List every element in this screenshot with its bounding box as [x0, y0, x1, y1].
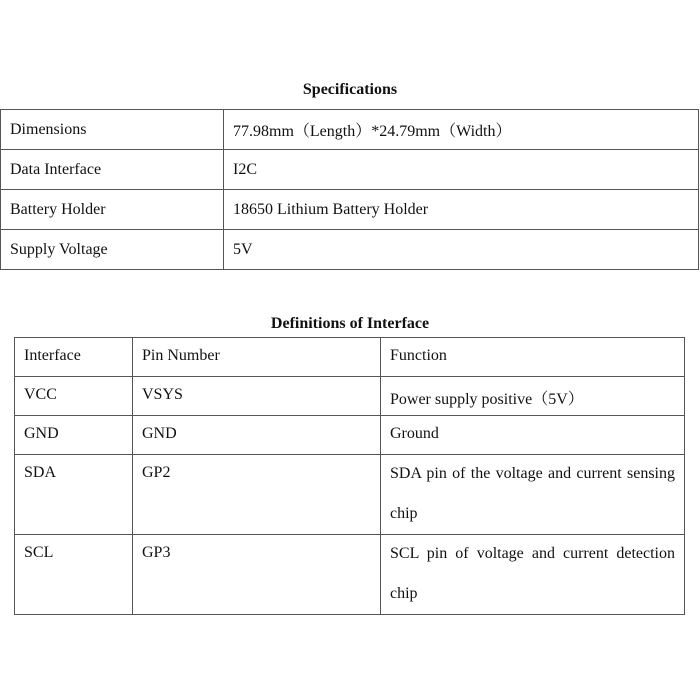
function-text: SCL pin of voltage and current detection chip — [390, 545, 675, 602]
header-function: Function — [381, 338, 685, 377]
spec-value: I2C — [224, 150, 699, 190]
interface-header-row — [15, 338, 685, 377]
spec-value: 18650 Lithium Battery Holder — [224, 190, 699, 230]
spec-label: Battery Holder — [1, 190, 224, 230]
pin-cell: GP3 — [133, 535, 381, 615]
spec-row-battery-holder — [1, 190, 699, 230]
spec-label: Data Interface — [1, 150, 224, 190]
interface-row-sda — [15, 455, 685, 535]
spec-row-data-interface — [1, 150, 699, 190]
pin-cell: GP2 — [133, 455, 381, 535]
interface-cell: SCL — [15, 535, 133, 615]
header-pin-number: Pin Number — [133, 338, 381, 377]
specifications-title: Specifications — [302, 81, 398, 98]
spec-row-dimensions — [1, 110, 699, 150]
interface-row-vcc — [15, 377, 685, 416]
spec-value: 5V — [224, 230, 699, 270]
function-cell: Ground — [381, 416, 685, 455]
spec-row-supply-voltage — [1, 230, 699, 270]
spec-label: Dimensions — [1, 110, 224, 150]
interface-row-gnd — [15, 416, 685, 455]
interface-cell: SDA — [15, 455, 133, 535]
spec-value: 77.98mm（Length）*24.79mm（Width） — [224, 110, 699, 150]
spec-label: Supply Voltage — [1, 230, 224, 270]
interface-table — [14, 337, 685, 615]
function-cell — [381, 535, 685, 615]
interface-row-scl — [15, 535, 685, 615]
specifications-table — [0, 109, 699, 270]
function-cell: Power supply positive（5V） — [381, 377, 685, 416]
header-interface: Interface — [15, 338, 133, 377]
function-text: SDA pin of the voltage and current sensing chip — [390, 465, 675, 522]
interface-cell: GND — [15, 416, 133, 455]
interface-cell: VCC — [15, 377, 133, 416]
function-cell — [381, 455, 685, 535]
pin-cell: GND — [133, 416, 381, 455]
interface-title: Definitions of Interface — [270, 315, 430, 332]
pin-cell: VSYS — [133, 377, 381, 416]
